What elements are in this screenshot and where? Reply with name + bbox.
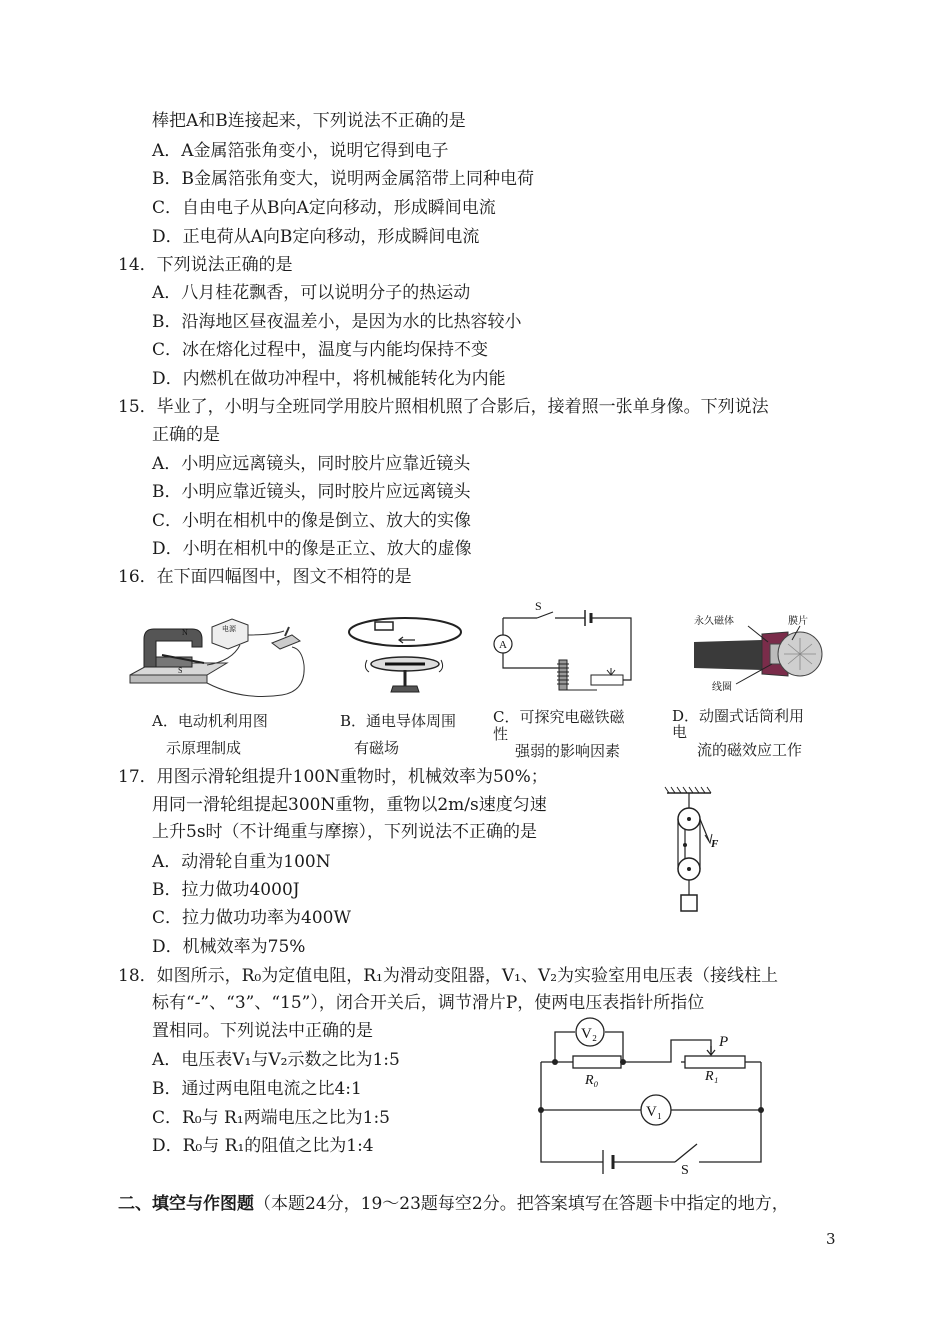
q14-option-a: A．八月桂花飘香，可以说明分子的热运动: [152, 283, 471, 303]
q16-caption-d-line1: D．动圈式话筒利用: [672, 707, 805, 725]
figure-q18-r0-label: R₀: [585, 1073, 599, 1088]
q18-option-a: A．电压表V₁与V₂示数之比为1:5: [152, 1050, 400, 1070]
q17-option-d: D．机械效率为75%: [152, 937, 306, 957]
figure-c-ammeter-label: A: [499, 639, 507, 651]
q18-stem-line1: 18．如图所示，R₀为定值电阻，R₁为滑动变阻器，V₁、V₂为实验室用电压表（接线柱上: [118, 966, 779, 986]
q13-stem-tail: 棒把A和B连接起来，下列说法不正确的是: [152, 111, 466, 131]
q14-option-b: B．沿海地区昼夜温差小，是因为水的比热容较小: [152, 312, 522, 332]
q13-option-d: D．正电荷从A向B定向移动，形成瞬间电流: [152, 227, 480, 247]
q16-caption-c-line1: C．可探究电磁铁磁: [493, 708, 625, 726]
q17-option-a: A．动滑轮自重为100N: [152, 852, 331, 872]
q13-option-b: B．B金属箔张角变大，说明两金属箔带上同种电荷: [152, 169, 534, 189]
q15-stem-line1: 15．毕业了，小明与全班同学用胶片照相机照了合影后，接着照一张单身像。下列说法: [118, 397, 769, 417]
q16-caption-b-line1: B．通电导体周围: [340, 712, 457, 730]
q18-stem-line2: 标有“-”、“3”、“15”），闭合开关后，调节滑片P，使两电压表指针所指位: [152, 993, 705, 1013]
q17-option-c: C．拉力做功功率为400W: [152, 908, 351, 928]
figure-a-power-label: 电源: [222, 625, 236, 633]
q14-option-d: D．内燃机在做功冲程中，将机械能转化为内能: [152, 369, 506, 389]
q16-caption-c-line1b: 性: [493, 725, 509, 743]
q17-stem-line3: 上升5s时（不计绳重与摩擦），下列说法不正确的是: [152, 822, 538, 842]
figure-q18-r1-rheostat: [685, 1056, 745, 1068]
section-2-title: 二、填空与作图题: [118, 1194, 254, 1214]
figure-q18-r1-label: R₁: [705, 1069, 719, 1084]
q18-option-c: C．R₀与 R₁两端电压之比为1:5: [152, 1108, 390, 1128]
figure-q17-force-label: F: [711, 838, 719, 850]
q18-option-b: B．通过两电阻电流之比4:1: [152, 1079, 362, 1099]
q16-caption-b-line2: 有磁场: [354, 739, 400, 757]
q15-stem-line2: 正确的是: [152, 425, 220, 445]
q16-caption-c-line2: 强弱的影响因素: [515, 742, 621, 760]
section-2-note: （本题24分，19～23题每空2分。把答案填写在答题卡中指定的地方，: [254, 1194, 789, 1214]
q15-option-a: A．小明应远离镜头，同时胶片应靠近镜头: [152, 454, 471, 474]
figure-a-n-label: N: [182, 628, 188, 637]
q13-option-c: C．自由电子从B向A定向移动，形成瞬间电流: [152, 198, 496, 218]
q18-stem-line3: 置相同。下列说法中正确的是: [152, 1021, 373, 1041]
q16-caption-a-line1: A．电动机利用图: [152, 712, 268, 730]
q15-option-b: B．小明应靠近镜头，同时胶片应远离镜头: [152, 482, 471, 502]
q14-stem: 14．下列说法正确的是: [118, 255, 293, 275]
figure-a-s-label: S: [178, 666, 183, 675]
figure-c-electromagnet-circuit: [487, 598, 635, 698]
figure-d-microphone: [692, 612, 832, 696]
figure-q18-circuit: [535, 1012, 770, 1177]
q17-stem-line1: 17．用图示滑轮组提升100N重物时，机械效率为50%；: [118, 767, 548, 787]
q16-caption-a-line2: 示原理制成: [166, 739, 242, 757]
section-2-heading: [118, 1193, 789, 1215]
q14-option-c: C．冰在熔化过程中，温度与内能均保持不变: [152, 340, 489, 360]
figure-q18-r0-resistor: [573, 1056, 621, 1068]
figure-q18-v2-label: V₂: [581, 1026, 598, 1042]
figure-q18-s-label: S: [681, 1163, 689, 1177]
figure-d-magnet-label: 永久磁体: [694, 616, 734, 627]
q16-stem: 16．在下面四幅图中，图文不相符的是: [118, 567, 412, 587]
figure-d-diaphragm-label: 膜片: [788, 616, 808, 627]
figure-c-switch-label: S: [535, 599, 542, 613]
figure-b-current-compass: [345, 612, 465, 700]
q16-caption-d-line1b: 电: [672, 723, 688, 741]
page-number: 3: [826, 1230, 836, 1248]
figure-q18-v1-label: V₁: [646, 1104, 663, 1120]
q16-caption-d-line2: 流的磁效应工作: [697, 741, 803, 759]
q17-option-b: B．拉力做功4000J: [152, 880, 300, 900]
figure-d-coil-label: 线圈: [712, 682, 732, 693]
q18-option-d: D．R₀与 R₁的阻值之比为1:4: [152, 1136, 374, 1156]
figure-q18-p-label: P: [719, 1034, 729, 1050]
q15-option-c: C．小明在相机中的像是倒立、放大的实像: [152, 511, 472, 531]
figure-q17-pulley-system: [655, 785, 735, 920]
q17-stem-line2: 用同一滑轮组提起300N重物，重物以2m/s速度匀速: [152, 795, 547, 815]
figure-a-motor-apparatus: [122, 605, 322, 703]
q15-option-d: D．小明在相机中的像是正立、放大的虚像: [152, 539, 472, 559]
q13-option-a: A．A金属箔张角变小，说明它得到电子: [152, 141, 449, 161]
